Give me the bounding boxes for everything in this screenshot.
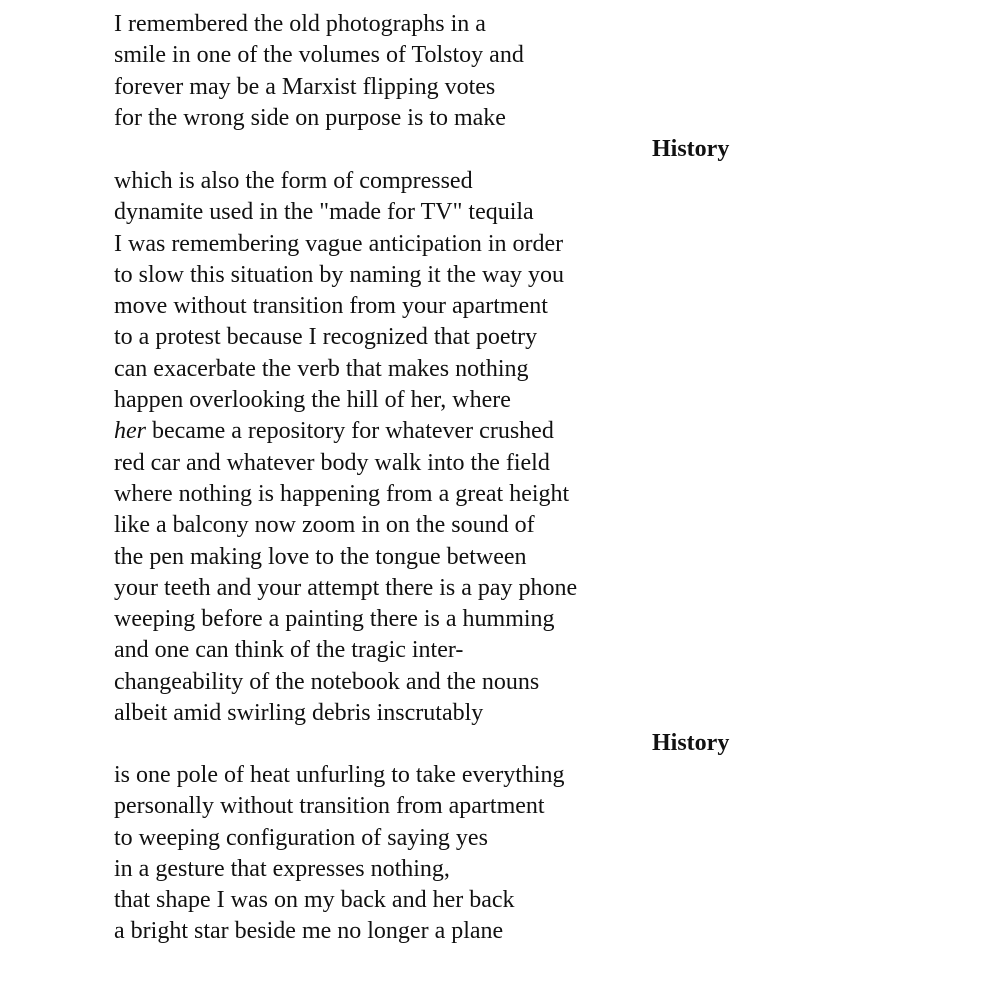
poem-line: is one pole of heat unfurling to take everything — [114, 762, 565, 788]
poem-line: happen overlooking the hill of her, where — [114, 387, 511, 414]
poem-line: personally without transition from apartment — [114, 793, 545, 820]
poem-line: red car and whatever body walk into the field — [114, 449, 550, 476]
stanza-2 — [114, 166, 577, 729]
poem-line: move without transition from your apartment — [114, 293, 548, 320]
italic-word: her — [114, 418, 146, 445]
poem-line: and one can think of the tragic inter- — [114, 637, 464, 664]
stanza-3 — [114, 760, 565, 948]
section-heading-history: History — [652, 136, 730, 162]
poem-line: smile in one of the volumes of Tolstoy and — [114, 42, 524, 69]
poem-line: to weeping configuration of saying yes — [114, 824, 488, 851]
poem-line: which is also the form of compressed — [114, 168, 473, 194]
stanza-1 — [114, 9, 524, 134]
poem-line: for the wrong side on purpose is to make — [114, 104, 506, 131]
poem-line: I remembered the old photographs in a — [114, 11, 486, 37]
poem-line: where nothing is happening from a great height — [114, 480, 570, 507]
poem-line-with-italic — [114, 416, 577, 447]
poem-line: can exacerbate the verb that makes nothing — [114, 355, 529, 382]
poem-line: your teeth and your attempt there is a pay phone — [114, 574, 578, 601]
poem-line: to a protest because I recognized that poetry — [114, 324, 538, 351]
poem-line: that shape I was on my back and her back — [114, 887, 515, 914]
poem-line: I was remembering vague anticipation in order — [114, 230, 564, 257]
poem-line: changeability of the notebook and the nouns — [114, 668, 540, 695]
poem-line: to slow this situation by naming it the way you — [114, 261, 564, 288]
poem-line: forever may be a Marxist flipping votes — [114, 73, 496, 100]
poem-line: in a gesture that expresses nothing, — [114, 855, 450, 882]
poem-line: weeping before a painting there is a humming — [114, 606, 555, 633]
poem-line-rest: became a repository for whatever crushed — [152, 418, 554, 445]
poem-line: dynamite used in the "made for TV" tequila — [114, 199, 534, 226]
poem-line: like a balcony now zoom in on the sound of — [114, 512, 535, 539]
poem-line: the pen making love to the tongue between — [114, 543, 527, 570]
poem-line: a bright star beside me no longer a plane — [114, 918, 504, 945]
section-heading-history: History — [652, 730, 730, 756]
poem-line: albeit amid swirling debris inscrutably — [114, 700, 484, 727]
